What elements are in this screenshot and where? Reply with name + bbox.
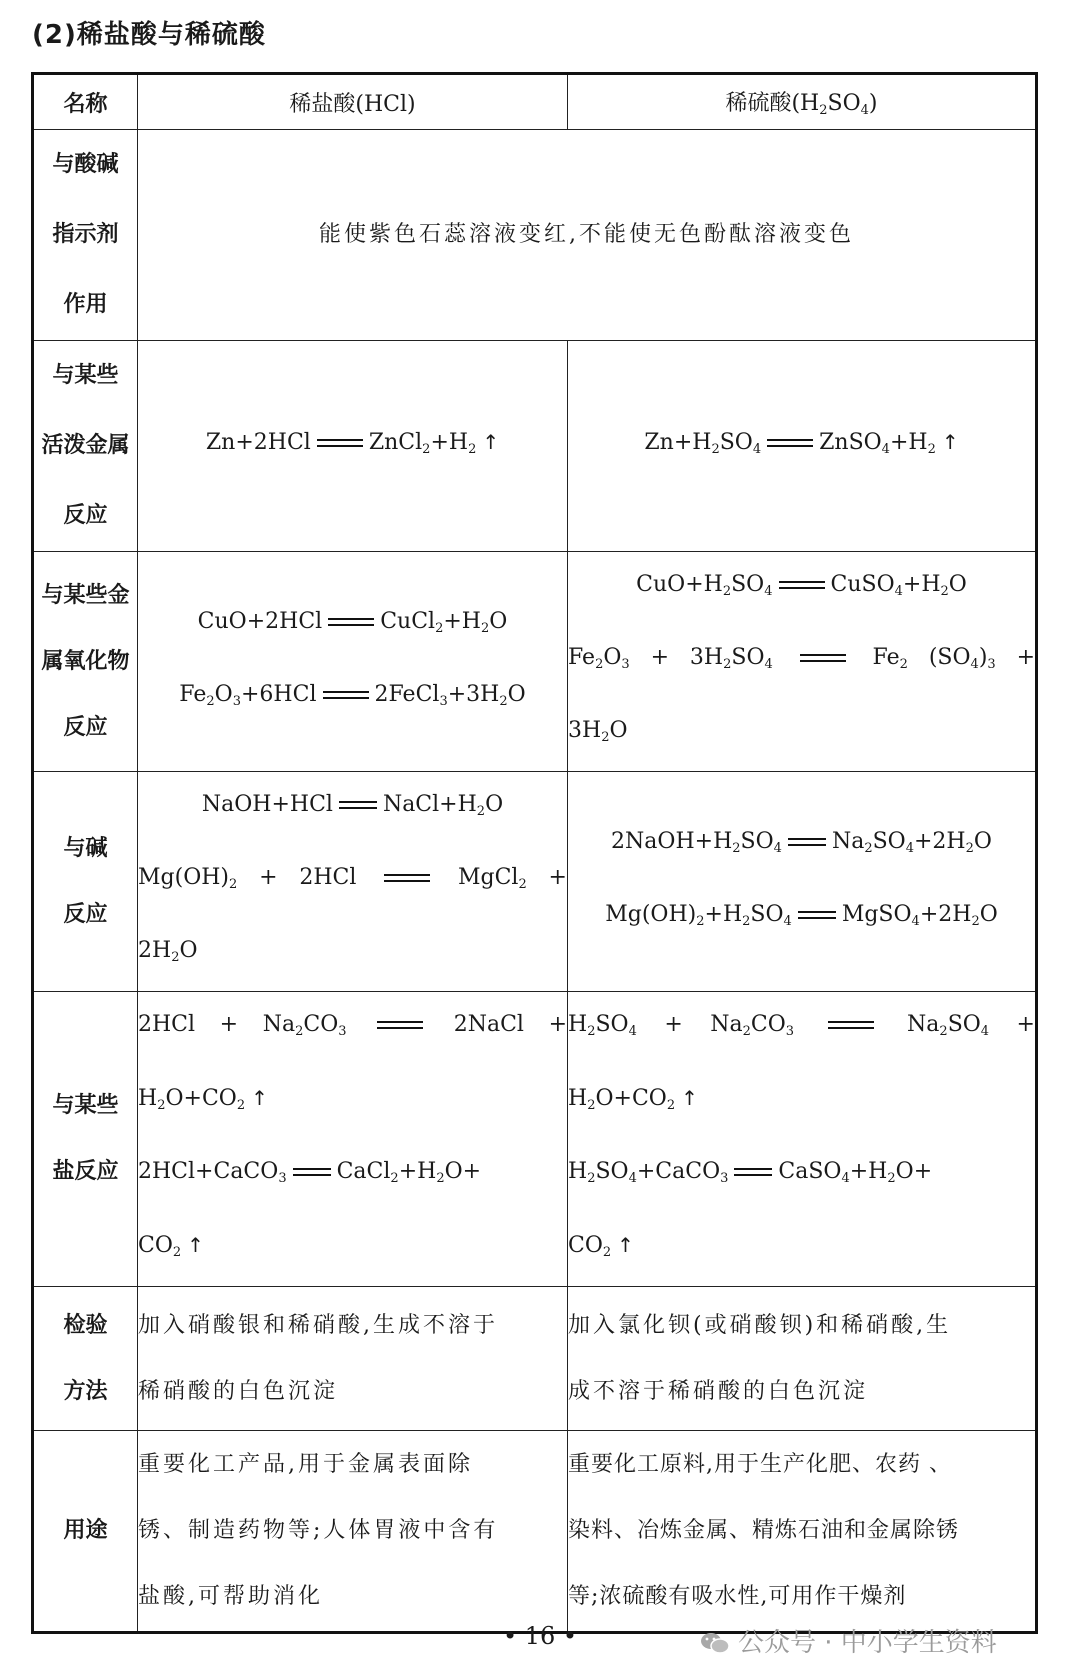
section-title: (2)稀盐酸与稀硫酸	[32, 20, 266, 50]
hcl-base-equations	[138, 772, 568, 992]
equation-line: $Mg(OH)_2 + 2HCl$ MgCl$_2$ +	[138, 865, 567, 892]
gas-arrow-icon: ↑	[941, 430, 959, 454]
equation-line: $H_2O+CO_2$ ↑	[568, 1086, 698, 1113]
h2so4-uses: 重要化工原料,用于生产化肥、农药 、 染料、冶炼金属、精炼石油和金属除锈 等;浓硫酸有吸水性,可用作干燥剂	[568, 1431, 1037, 1633]
equation-line: $CO_2$ ↑	[568, 1233, 634, 1260]
h2so4-oxide-equations	[568, 552, 1037, 772]
row-label-oxide: 与某些金 属氧化物 反应	[33, 552, 138, 772]
header-hcl: 稀盐酸(HCl)	[138, 74, 568, 130]
gas-arrow-icon: ↑	[482, 430, 500, 454]
table-row-oxide	[33, 552, 1037, 772]
h2so4-metal-equation: $Zn+H_2SO_4$ $ZnSO_4+H_2$ ↑	[568, 341, 1037, 552]
table-row-use	[33, 1431, 1037, 1633]
table-row-base	[33, 772, 1037, 992]
hcl-salt-equations	[138, 992, 568, 1287]
equation-line: $CO_2$ ↑	[138, 1233, 204, 1260]
equation-line: CuO+2HCl $CuCl_2+H_2O$	[197, 608, 508, 636]
wechat-icon	[700, 1631, 730, 1655]
equation-line: $Fe_2O_3+6HCl$ $2FeCl_3+3H_2O$	[179, 681, 526, 709]
equation-line: 2HCl+CaCO$_3$ $CaCl_2+H_2O+$	[138, 1159, 482, 1186]
h2so4-test-method: 加入氯化钡(或硝酸钡)和稀硝酸,生 成不溶于稀硝酸的白色沉淀	[568, 1287, 1037, 1431]
equation-line: NaOH+HCl $NaCl+H_2O$	[201, 792, 504, 819]
watermark: 公众号 · 中小学生资料	[700, 1622, 997, 1659]
hcl-metal-equation: Zn+2HCl $ZnCl_2+H_2$ ↑	[138, 341, 568, 552]
h2so4-salt-equations	[568, 992, 1037, 1287]
row-label-salt: 与某些 盐反应	[33, 992, 138, 1287]
row-label-metal: 与某些 活泼金属 反应	[33, 341, 138, 552]
header-h2so4: 稀硫酸$(H_2SO_4)$	[568, 74, 1037, 130]
equation-line: $H_2SO_4+CaCO_3$ $CaSO_4+H_2O+$	[568, 1159, 933, 1186]
table-row-metal	[33, 341, 1037, 552]
row-label-base: 与碱 反应	[33, 772, 138, 992]
hcl-test-method: 加入硝酸银和稀硝酸,生成不溶于 稀硝酸的白色沉淀	[138, 1287, 568, 1431]
equation-line: $Fe_2O_3 + 3H_2SO_4$ $Fe_2$ $(SO_4)_3$ +	[568, 645, 1036, 672]
indicator-text: 能使紫色石蕊溶液变红,不能使无色酚酞溶液变色	[138, 130, 1037, 341]
equation-line: $CuO+H_2SO_4$ $CuSO_4+H_2O$	[636, 572, 967, 599]
equation-line: $2H_2O$	[138, 938, 198, 965]
table-row-test	[33, 1287, 1037, 1431]
equation-line: $Mg(OH)_2+H_2SO_4$ $MgSO_4+2H_2O$	[605, 901, 998, 929]
equation-line: $2NaOH+H_2SO_4$ $Na_2SO_4+2H_2O$	[611, 828, 992, 856]
equation-line: $3H_2O$	[568, 718, 628, 745]
h2so4-base-equations	[568, 772, 1037, 992]
equals-sign	[767, 439, 813, 447]
row-label-test: 检验 方法	[33, 1287, 138, 1431]
table-header-row	[33, 74, 1037, 130]
row-label-use: 用途	[33, 1431, 138, 1633]
page-number: • 16 •	[502, 1622, 578, 1650]
acid-comparison-table	[31, 72, 1038, 1634]
hcl-uses: 重要化工产品,用于金属表面除 锈、制造药物等;人体胃液中含有 盐酸,可帮助消化	[138, 1431, 568, 1633]
table-row-salt	[33, 992, 1037, 1287]
row-label-indicator: 与酸碱 指示剂 作用	[33, 130, 138, 341]
equation-line: $H_2SO_4 + Na_2CO_3$ $Na_2SO_4$ +	[568, 1012, 1035, 1039]
header-name: 名称	[33, 74, 138, 130]
equation-line: $2HCl + Na_2CO_3$ 2NaCl +	[138, 1012, 568, 1039]
equation-line: $H_2O+CO_2$ ↑	[138, 1086, 268, 1113]
hcl-oxide-equations	[138, 552, 568, 772]
equals-sign	[317, 439, 363, 447]
table-row-indicator	[33, 130, 1037, 341]
